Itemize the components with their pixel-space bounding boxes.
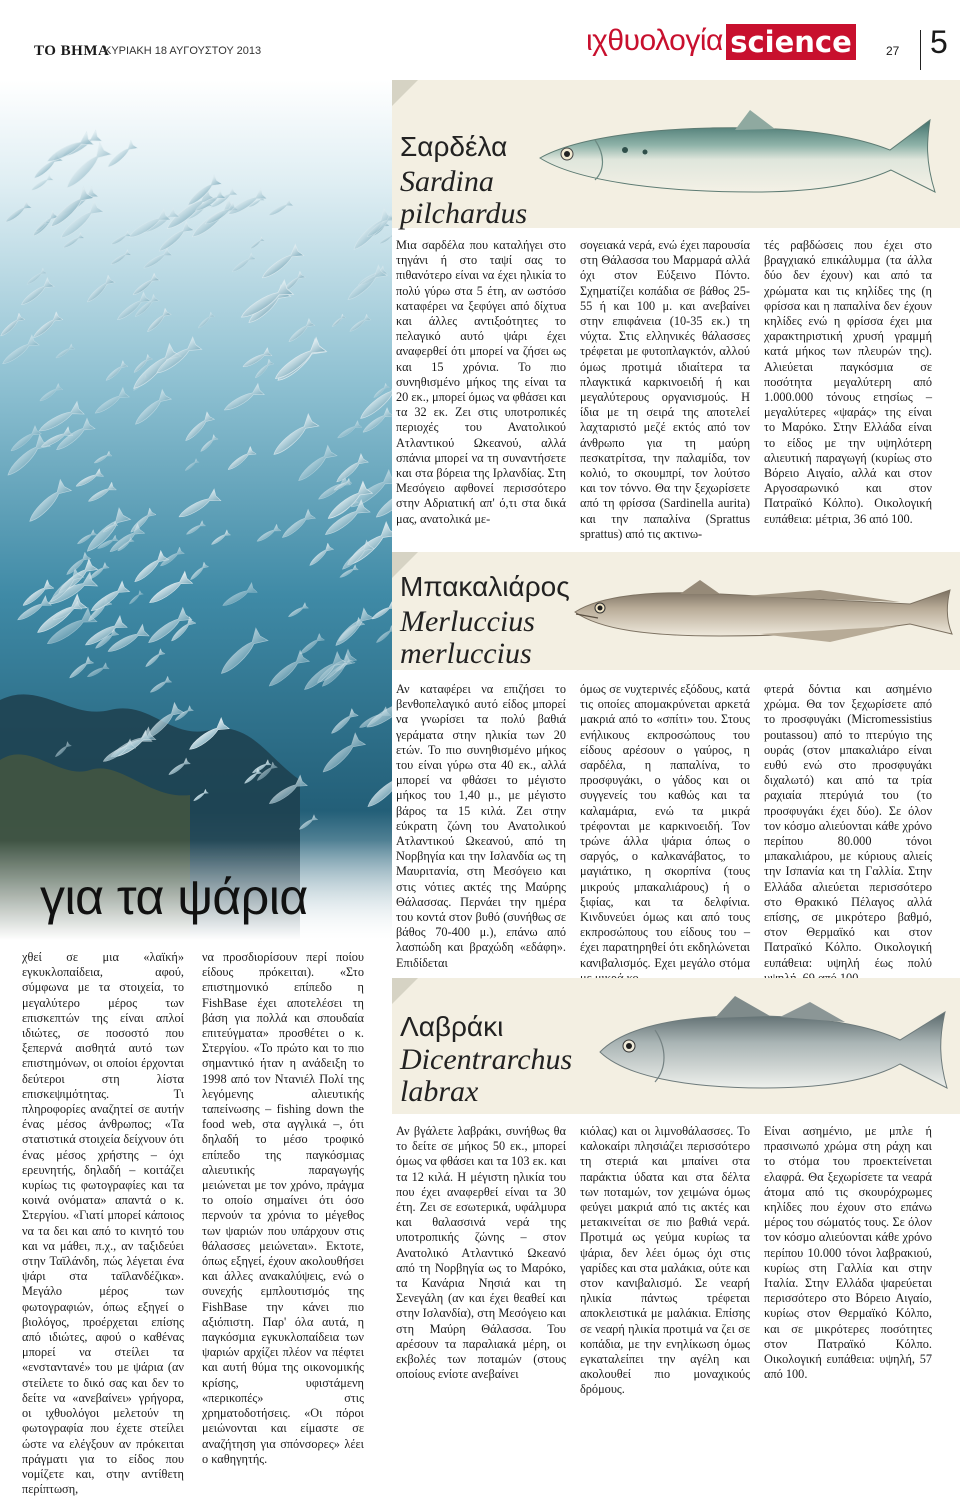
intro-text-1: χθεί σε μια «λαϊκή» εγκυκλοπαίδεια, αφού, σύμφωνα με τα στοιχεία, το μεγαλύτερο μέρος των επισκεπτών της είναι απλοί ιδιώτες, σε ποσοστό που ξεπερνά αισθητά αυτό των επιστημόνων, οι οποίοι έρχονται δεύτεροι στη λίστα επισκεψιμότητας. Τι πληροφορίες αναζητεί σε αυτήν ένας μέσος άνθρωπος; «Τα στατιστικά στοιχεία δείχνουν ότι ένας μέσος χρήστης – όχι ερευνητής, δηλαδή – κοιτάζει κυρίως τις φωτογραφίες και τα κοινά ονόματα» απαντά ο κ. Στεργίου. «Γιατί μπορεί κάποιος να τα δει και από το κινητό του και να μάθει, π.χ., αν ταξιδεύει στην Ταϊλάνδη, πώς λέγεται ένα ψάρι στα ταϊλανδέζικα». Μεγάλο μέρος των φωτογραφιών, όπως εξηγεί ο βιολόγος, προέρχεται επίσης από ιδιώτες, αφού ο καθένας μπορεί να στείλει τα «ενσταντανέ» του με ψάρια (αν στείλετε το δικό σας και δεν το δείτε να «ανεβαίνει» γρήγορα, οι ιχθυολόγοι μελετούν τη φωτογραφία που έχετε στείλει ώστε να ελέγξουν αν πρόκειται πράγματι για το είδος που νομίζετε και, στην αντίθετη περίπτωση, [22, 950, 184, 1497]
hake-text-3: φτερά δόντια και ασημένιο χρώμα. Θα τον ξεχωρίσετε από το προσφυγάκι (Micromessistius poutassou) από το πτερύγιο της ουράς (στον μπακαλιάρο είναι ευθύ ενώ στο προσφυγάκι διχαλωτό) και από τα τρία ραχιαία πτερύγιά του (το προσφυγάκι έχει δύο). Σε όλον τον κόσμο αλιεύονται κάθε χρόνο περίπου 80.000 τόνοι μπακαλιάρου, με κύριους αλιείς την Ισπανία και τη Γαλλία. Στην Ελλάδα αλιεύεται περισσότερο στο Θρακικό Πέλαγος αλλά επίσης, σε μικρότερο βαθμό, στον Θερμαϊκό και στον Πατραϊκό Κόλπο. Οικολογική ευπάθεια: υψηλή έως πολύ [764, 682, 932, 970]
species-latin-hake-1: Merluccius [400, 605, 535, 638]
seabass-text-col-3 [764, 1124, 932, 1382]
species-latin-sardine-2: pilchardus [400, 197, 528, 230]
hake-text-col-2 [580, 682, 750, 986]
seabass-illustration [595, 990, 955, 1105]
intro-text-col-2 [202, 950, 364, 1467]
intro-text-col-1 [22, 950, 184, 1497]
hake-text-1: Αν καταφέρει να επιζήσει το βενθοπελαγικό αυτό είδος μπορεί να γνωρίσει τα πολύ βαθιά γεράματα στην ηλικία των 20 ετών. Το πιο συνηθισμένο μήκος του είναι γύρω στα 40 εκ., αλλά μπορεί να φθάσει το μέγιστο μήκος του 1,40 μ., με μέγιστο βάρος τα 15 κιλά. Ζει στην εύκρατη ζώνη του Ανατολικού Ατλαντικού Ωκεανού, από τη Νορβηγία και την Ισλανδία ως τη Μαυριτανία, στη Μεσόγειο και στις νότιες ακτές της Μαύρης Θάλασσας. Περνάει την ημέρα του κοντά στον βυθό (συνήθως σε βάθος 70-400 μ.), επάνω από λασπώδη και βραχώδη «εδάφη». Επιδίδεται [396, 682, 566, 970]
school-of-fish-photo [0, 80, 392, 940]
issue-date: ΚΥΡΙΑΚΗ 18 ΑΥΓΟΥΣΤΟΥ 2013 [104, 45, 262, 57]
hake-text-col-3 [764, 682, 932, 986]
newspaper-brand: ΤΟ ΒΗΜΑ [34, 43, 110, 59]
species-latin-sardine-1: Sardina [400, 165, 494, 198]
sardine-text-3: τές ραβδώσεις που έχει στο βραγχιακό επικάλυμμα (τα άλλα δύο δεν έχουν) και από τα χρώματα και τις κηλίδες της (η φρίσσα και η παπαλίνα δεν έχουν κηλίδες ενώ η φρίσσα έχει μια χαρακτηριστική χρυσή γραμμή κατά μήκος των πλευρών της). Αλιεύεται παγκόσμια σε ποσότητα μεγαλύτερη από 1.000.000 τόνους ετησίως – μεγαλύτερες «ψαράς» της είναι το Μαρόκο. Στην Ελλάδα είναι το είδος με την υψηλότερη αλιευτική παραγωγή (κυρίως στο Βόρειο Αιγαίο, αλλά και στον Αργοσαρωνικό και στον Πατραϊκό Κόλπο). Οικολογική ευπάθεια: μέτρια, 36 από 100. [764, 238, 932, 526]
intro-text-2: να προσδιορίσουν περί ποίου είδους πρόκειται). «Στο επιστημονικό επίπεδο η FishBase έχει αποτελέσει τη βάση για πολλά και σπουδαία επιτεύγματα» προσθέτει ο κ. Στεργίου. «Το πρώτο και το πιο σημαντικό ήταν η ανάδειξη το 1998 από τον Ντανιέλ Πολί της λεγόμενης αλιευτικής ταπείνωσης – fishing down the food web, στα αγγλικά –, ότι δηλαδή το μέσο τροφικό επίπεδο της παγκόσμιας αλιευτικής παραγωγής μειώνεται με τον χρόνο, πράγμα το οποίο σημαίνει ότι όσο περνούν τα χρόνια το μέγεθος των ψαριών που υπάρχουν στις θάλασσες μειώνεται». Εκτοτε, όπως εξηγεί, έχουν ακολουθήσει και άλλες ανακαλύψεις, ενώ ο συνεχής εμπλουτισμός της FishBase την κάνει πιο αξιόπιστη. Παρ' όλα αυτά, η παγκόσμια εγκυκλοπαίδεια των ψαριών αρχίζει πλέον να πέφτει και αυτή θύμα της οικονομικής κρίσης, υφιστάμενη «περικοπές» στις χρηματοδοτήσεις. «Οι πόροι μειώνονται και είμαστε σε αναζήτηση για σπόνσορες» λέει ο καθηγητής. [202, 950, 364, 1466]
section-badge: science [726, 24, 856, 60]
sardine-text-2: σογειακά νερά, ενώ έχει παρουσία στη Θάλασσα του Μαρμαρά αλλά όχι στον Εύξεινο Πόντο. Σχηματίζει κοπάδια σε βάθος 25-55 ή και 100 μ. και ανεβαίνει στην επιφάνεια (10-35 εκ.) τη νύχτα. Στις ελληνικές θάλασσες τρέφεται με φυτοπλαγκτόν, αλλού όμως προτιμά ιδιαίτερα τα πλαγκτικά καρκινοειδή ή και μεγαλύτερους οργανισμούς. Η ίδια με τη σειρά της αποτελεί λαχταριστό μεζέ εκτός από τον άνθρωπο για τη μαύρη πεσκατρίτσα, την παλαμίδα, τον κολιό, το σκουμπρί, τον λούτσο και τον τόννο. Θα την ξεχωρίσετε από τη φρίσσα (Sardinella aurita) και την παπαλίνα (Sprattus sprattus) από τις ακτινω- [580, 238, 750, 541]
page-header [0, 0, 960, 80]
species-name-seabass: Λαβράκι [400, 1011, 504, 1042]
panel-corner [392, 80, 418, 106]
seabass-text-col-2 [580, 1124, 750, 1398]
header-divider [920, 30, 921, 70]
species-latin-seabass-2: labrax [400, 1075, 479, 1108]
sardine-text-col-1 [396, 238, 566, 527]
hake-text-col-1 [396, 682, 566, 971]
feature-title: για τα ψάρια [40, 869, 308, 925]
species-name-sardine: Σαρδέλα [400, 131, 508, 162]
panel-corner [392, 978, 418, 1004]
seabass-text-2: κιόλας) και οι λιμνοθάλασσες. Το καλοκαίρι πλησιάζει περισσότερο τη στεριά και μπαίνει στα παράκτια ύδατα και στα δέλτα των ποταμών, τον χειμώνα όμως φεύγει μακριά από τις ακτές και μετακινείται σε πιο βαθιά νερά. Προτιμά ως γεύμα κυρίως τα ψάρια, δεν λέει όμως όχι στις γαρίδες και στα μαλάκια, ούτε και στον κανιβαλισμό. Σε νεαρή ηλικία πάντως τρέφεται αποκλειστικά με μαλάκια. Επίσης σε νεαρή ηλικία προτιμά να ζει σε κοπάδια, με την ενηλίκωση όμως εγκαταλείπει την αγέλη και ακολουθεί πιο μοναχικούς δρόμους. [580, 1124, 750, 1397]
seabass-text-col-1 [396, 1124, 566, 1382]
section-word: ιχθυολογία [586, 24, 723, 57]
sardine-text-col-3 [764, 238, 932, 527]
edition-number: 5 [930, 24, 948, 60]
species-latin-hake-2: merluccius [400, 637, 532, 670]
hake-illustration [570, 572, 955, 662]
page-number: 27 [886, 44, 900, 58]
sardine-illustration [535, 100, 955, 210]
hake-text-2: όμως σε νυχτερινές εξόδους, κατά τις οποίες απομακρύνεται αρκετά μακριά από το «σπίτι» του. Στους ενήλικους εκπροσώπους του είδους αρέσουν ο γαύρος, η σαρδέλα, η παπαλίνα, το προσφυγάκι, ο γάδος και οι συγγενείς του καθώς και τα καλαμάρια, ενώ τα μικρά τρέφονται με καρκινοειδή. Τον τρώνε άλλα ψάρια όπως ο σαργός, ο καλκανάβατος, το μαγιάτικο, η σκορπίνα (τους μικρούς μπακαλιάρους) ή ο ξιφίας, και τα δελφίνια. Κινδυνεύει όμως και από τους εκπροσώπους του είδους του – έχει παρατηρηθεί ότι εκδηλώνεται κανιβαλισμός. Εχει μεγάλο στόμα [580, 682, 750, 970]
sardine-text-col-2 [580, 238, 750, 542]
species-name-hake: Μπακαλιάρος [400, 571, 570, 602]
seabass-text-3: Είναι ασημένιο, με μπλε ή πρασινωπό χρώμα στη ράχη και το στόμα του προεκτείνεται ελαφρά. Θα ξεχωρίσετε τα νεαρά άτομα από τις σκουρόχρωμες κηλίδες που έχουν στο επάνω μέρος του σώματός τους. Σε όλον τον κόσμο αλιεύονται κάθε χρόνο περίπου 10.000 τόνοι λαβρακιού, κυρίως στη Γαλλία και στην Ιταλία. Στην Ελλάδα ψαρεύεται περισσότερο στο Βόρειο Αιγαίο, κυρίως στον Θερμαϊκό Κόλπο, και σε μικρότερες ποσότητες στον Πατραϊκό Κόλπο. Οικολογική ευπάθεια: υψηλή, 57 από 100. [764, 1124, 932, 1382]
sardine-text-1: Μια σαρδέλα που καταλήγει στο τηγάνι ή στο ταψί σας το πιθανότερο είναι να έχει ηλικία το πολύ γύρω στα 5 έτη, αν ωστόσο καταφέρει να ξεφύγει από δίχτυα και άλλες αντιξοότητες το πελαγικό αυτό ψάρι έχει αναφερθεί ότι μπορεί να ζήσει ως και 15 χρόνια. Το πιο συνηθισμένο μήκος της είναι τα 20 εκ., μπορεί όμως να φθάσει και τα 32 εκ. Ζει στις υποτροπικές περιοχές του Ανατολικού Ατλαντικού Ωκεανού, αλλά σπάνια μπορεί να τη συναντήσετε και στα βόρεια της Ιρλανδίας. Στη Μεσόγειο αφθονεί περισσότερο στην Αδριατική απ' ό,τι στα δικά μας, ανατολικά με- [396, 238, 566, 526]
species-latin-seabass-1: Dicentrarchus [400, 1043, 573, 1076]
seabass-text-1: Αν βγάλετε λαβράκι, συνήθως θα το δείτε σε μήκος 50 εκ., μπορεί όμως να φθάσει και τα 103 εκ. και τα 12 κιλά. Η μέγιστη ηλικία του που έχει αναφερθεί είναι τα 30 έτη. Ζει σε εσωτερικά, υφάλμυρα και θαλασσινά νερά της υποτροπικής ζώνης – στον Ανατολικό Ατλαντικό Ωκεανό από τη Νορβηγία ως το Μαρόκο, τα Κανάρια Νησιά και τη Σενεγάλη (αν και έχει θεαθεί και στην Ισλανδία), στη Μεσόγειο και στη Μαύρη Θάλασσα. Του αρέσουν τα παραλιακά μέρη, οι εκβολές των ποταμών (στους οποίους ενίοτε ανεβαίνει [396, 1124, 566, 1382]
